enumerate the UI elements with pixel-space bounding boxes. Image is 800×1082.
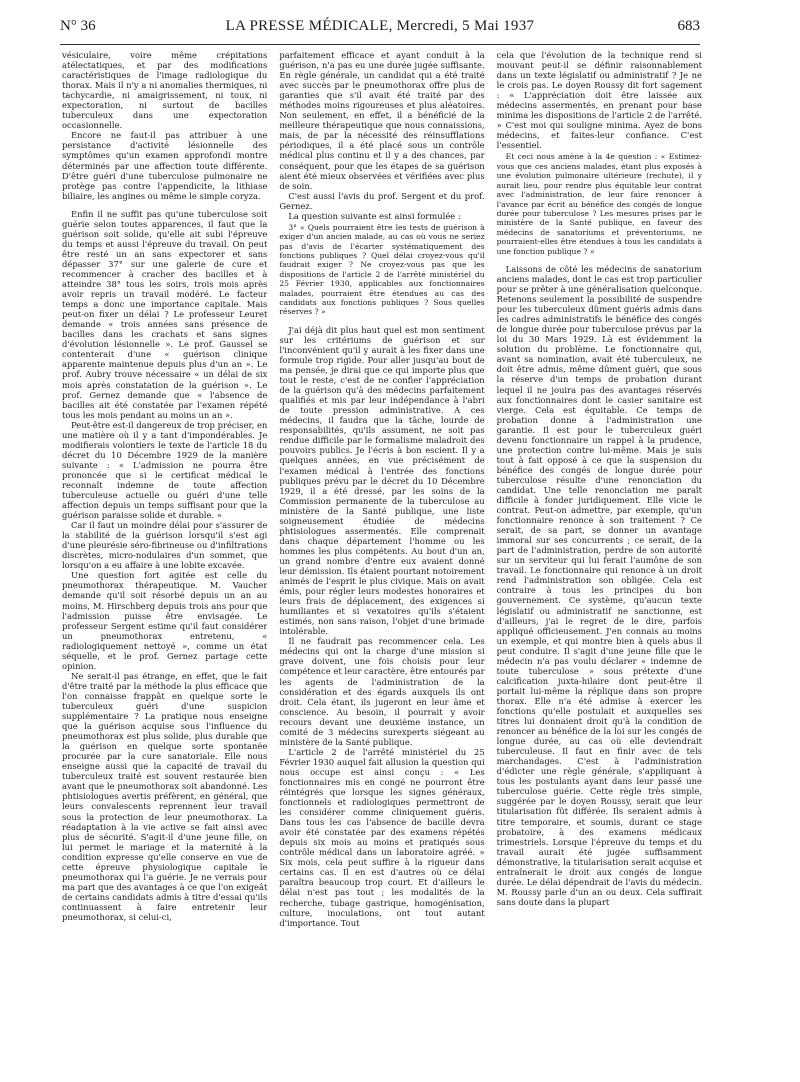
column-3: [497, 50, 702, 1070]
paragraph: Et ceci nous amène à la 4e question : « Estimez-vous que ces anciens malades, étant plus exposés à une évolution pulmonaire ultérieure (rechute), il y aurait lieu, pour rendre plus équitable leur contrat avec l'administration, de leur faire renoncer à l'avance par écrit au bénéfice des congés de longue durée pour tuberculose ? Les mesures prises par le ministère de la Santé publique, en faveur des médecins de sanatoriums et préventoriums, ne pourraient-elles être étendues à tous les candidats à une fonction publique ? »: [496, 152, 702, 256]
paragraph: Une question fort agitée est celle du pneumothorax thérapeutique. M. Vaucher demande qu'il soit résorbé depuis un an au moins, M. Hirschberg depuis trois ans pour que l'admission puisse être envisagée. Le professeur Sergent estime qu'il faut considérer un pneumothorax entretenu, « radiologiquement nettoyé », comme un état séquelle, et le prof. Gernez partage cette opinion.: [62, 570, 268, 671]
publication-title: LA PRESSE MÉDICALE, Mercredi, 5 Mai 1937: [225, 18, 535, 34]
paragraph: La question suivante est ainsi formulée :: [288, 210, 461, 221]
column-1: [62, 50, 267, 1070]
paragraph: J'ai déjà dit plus haut quel est mon sentiment sur les critériums de guérison et sur l'inconvénient qu'il y aurait à les fixer dans une formule trop rigide. Pour aller jusqu'au bout de ma pensée, je dirai que ce qui importe plus que tout le reste, c'est de ne confier l'appréciation de la guérison qu'à des médecins parfaitement qualifiés et mis par leur indépendance à l'abri de toute pression administrative. A ces médecins, il faudra que la tâche, lourde de responsabilités, qu'ils assument, ne soit pas rendue difficile par le formalisme maladroit des pouvoirs publics. Je l'écris à bon escient. Il y a quelques années, en vue précisément de l'examen médical à l'entrée des fonctions publiques prévu par le décret du 10 Décembre 1929, il a été dressé, par les soins de la Commission permanente de la tuberculose au ministère de la Santé publique, une liste soigneusement étudiée de médecins phtisiologues assermentés. Elle comprenait dans chaque département l'homme ou les hommes les plus compétents. Au bout d'un an, un grand nombre d'entre eux avaient donné leur démission. Ils étaient pourtant notoirement animés de l'esprit le plus civique. Mais on avait émis, pour régler leurs modestes honoraires et leurs frais de déplacement, des exigences si humiliantes et si vexatoires qu'ils s'étaient estimés, non sans raison, l'objet d'une brimade intolérable.: [279, 324, 485, 637]
paragraph: L'article 2 de l'arrêté ministériel du 25 Février 1930 auquel fait allusion la question qui nous occupe est ainsi conçu : « Les fonctionnaires mis en congé ne pourront être réintégrés que lorsque les signes généraux, fonctionnels et radiologiques permettront de les considérer comme cliniquement guéris. Dans tous les cas l'absence de bacille devra avoir été constatée par des examens répétés depuis six mois au moins et pratiqués sous contrôle médical dans un laboratoire agréé. » Six mois, cela peut suffire à la rigueur dans certains cas. Il en est d'autres où ce délai paraîtra beaucoup trop court. Et d'ailleurs le délai n'est pas tout ; les modalités de la recherche, tubage gastrique, homogénisation, culture, inoculations, ont tout autant d'importance. Tout: [279, 746, 485, 928]
page-header: [60, 18, 700, 44]
issue-number: N° 36: [60, 18, 96, 34]
paragraph: parfaitement efficace et ayant conduit à la guérison, n'a pas eu une durée jugée suffisante. En règle générale, un candidat qui a été traité avec succès par le pneumothorax offre plus de garanties que s'il avait été traité par des méthodes moins rigoureuses et plus aléatoires. Non seulement, en effet, il a bénéficié de la meilleure thérapeutique que nous connaissions, mais, de par la nécessité des réinsufflations périodiques, il a été placé sous un contrôle médical plus continu et il y a des chances, par conséquent, pour que les étapes de sa guérison aient été mieux observées et vérifiées avec plus de soin.: [279, 50, 485, 191]
paragraph: Encore ne faut-il pas attribuer à une persistance d'activité lésionnelle des symptômes qu'un examen approfondi montre déterminés par une affection toute différente. D'être guéri d'une tuberculose pulmonaire ne protège pas contre l'appendicite, la lithiase biliaire, les angines ou même le simple coryza.: [62, 130, 268, 201]
paragraph: Il ne faudrait pas recommencer cela. Les médecins qui ont la charge d'une mission si grave doivent, une fois choisis pour leur compétence et leur caractère, être entourés par les agents de l'administration de la considération et des égards auxquels ils ont droit. Cela étant, ils jugeront en leur âme et conscience. Au besoin, il pourrait y avoir recours devant une deuxième instance, un comité de 3 médecins surexperts siégeant au ministère de la Santé publique.: [279, 636, 485, 747]
paragraph: cela que l'évolution de la technique rend si mouvant peut-il se définir raisonnablement dans un texte législatif ou administratif ? Je ne le crois pas. Le doyen Roussy dit fort sagement : « L'appréciation doit être laissée aux médecins assermentés, en prenant pour base minima les dispositions de l'article 2 de l'arrêté. » C'est moi qui souligne minima. Ayez de bons médecins, et faites-leur confiance. C'est l'essentiel.: [496, 50, 702, 151]
paragraph: Enfin il ne suffit pas qu'une tuberculose soit guérie selon toutes apparences, il faut que la guérison soit solide, qu'elle ait subi l'épreuve du temps et aussi l'épreuve du travail. On peut être resté un an sans expectorer et sans dépasser 37° sur une galerie de cure et recommencer à cracher des bacilles et à atteindre 38° tous les soirs, trois mois après avoir repris un travail modéré. Le facteur temps a donc une importance capitale. Mais peut-on fixer un délai ? Le professeur Leuret demande « trois années sans présence de bacilles dans les crachats et sans signes d'évolution lésionnelle ». Le prof. Gaussel se contenterait d'une « guérison clinique apparente maintenue depuis plus d'un an ». Le prof. Aubry trouve nécessaire « un délai de six mois après constatation de la guérison ». Le prof. Gernez demande que « l'absence de bacilles ait été constatée par l'examen répété tous les mois pendant au moins un an ».: [62, 208, 268, 420]
header-rule: [60, 44, 700, 45]
paragraph: C'est aussi l'avis du prof. Sergent et du prof. Gernez.: [279, 190, 485, 211]
paragraph: 3° « Quels pourraient être les tests de guérison à exiger d'un ancien malade, au cas où vous ne seriez pas d'avis de l'écarter systématiquement des fonctions publiques ? Quel délai croyez-vous qu'il faudrait exiger ? Ne croyez-vous pas que les dispositions de l'article 2 de l'arrêté ministériel du 25 Février 1930, applicables aux fonctionnaires malades, pourraient être étendues au cas des candidats aux fonctions publiques ? Sous quelles réserves ? »: [279, 222, 485, 317]
paragraph: Ne serait-il pas étrange, en effet, que le fait d'être traité par la méthode la plus efficace que l'on connaisse frappât en quelque sorte le tuberculeux guéri d'une suspicion supplémentaire ? La pratique nous enseigne que la guérison acquise sous l'influence du pneumothorax est plus solide, plus durable que la guérison en quelque sorte spontanée procurée par la cure sanatoriale. Elle nous enseigne aussi que la capacité de travail du tuberculeux traité est souvent restaurée bien avant que le pneumothorax soit abandonné. Les phtisiologues avertis préfèrent, en général, que leurs convalescents reprennent leur travail sous la protection de leur pneumothorax. La réadaptation à la vie active se fait ainsi avec plus de sécurité. S'agit-il d'une jeune fille, on lui permet le mariage et la maternité à la condition expresse qu'elle conserve en vue de cette épreuve physiologique capitale le pneumothorax qui l'a guérie. Je ne verrais pour ma part que des avantages à ce que l'on exigeât de certains candidats admis à titre d'essai qu'ils continuassent à faire entretenir leur pneumothorax, si celui-ci,: [62, 670, 268, 922]
paragraph: vésiculaire, voire même crépitations atélectatiques, et par des modifications caractéristiques de l'image radiologique du thorax. Mais il n'y a ni anomalies thermiques, ni tachycardie, ni amaigrissement, ni toux, ni expectoration, ni surtout de bacilles tuberculeux dans une expectoration occasionnelle.: [62, 50, 268, 131]
paragraph: Peut-être est-il dangereux de trop préciser, en une matière où il y a tant d'impondérables. Je modifierais volontiers le texte de l'article 18 du décret du 10 Décembre 1929 de la manière suivante : « L'admission ne pourra être prononcée que si le certificat médical le reconnaît indemne de toute affection tuberculeuse actuelle ou guéri d'une telle affection depuis un temps suffisant pour que la guérison paraisse solide et durable. »: [62, 419, 268, 521]
text-columns: [62, 50, 702, 1070]
paragraph: Car il faut un moindre délai pour s'assurer de la stabilité de la guérison lorsqu'il s'est agi d'une pleurésie séro-fibrineuse ou d'infiltrations discrètes, micro-nodulaires d'un sommet, que lorsqu'on a eu affaire à une lobite excavée.: [62, 520, 268, 571]
column-2: [279, 50, 484, 1070]
paragraph: Laissons de côté les médecins de sanatorium anciens malades, dont le cas est trop particulier pour se prêter à une généralisation quelconque. Retenons seulement la possibilité de suspendre pour les tuberculeux dûment guéris admis dans les cadres administratifs le bénéfice des congés de longue durée pour tuberculose prévus par la loi du 30 Mars 1929. Là est évidemment la solution du problème. Le fonctionnaire qui, avant sa nomination, avait été tuberculeux, ne doit être admis, même dûment guéri, que sous la réserve d'un temps de probation durant lequel il ne jouira pas des avantages réservés aux fonctionnaires dont le casier sanitaire est vierge. Cela est équitable. Ce temps de probation donne à l'administration une garantie. Il est pour le tuberculeux guéri devenu fonctionnaire un rappel à la prudence, une protection contre lui-même. Mais je suis tout à fait opposé à ce que la suspension du bénéfice des congés de longue durée pour tuberculose résulte d'une renonciation du candidat. Une telle renonciation me paraît difficile à fonder juridiquement. Elle vicie le contrat. Peut-on admettre, par exemple, qu'un fonctionnaire renonce à son traitement ? Ce serait, de sa part, se donner un avantage immoral sur ses concurrents ; ce serait, de la part de l'administration, perdre de son autorité sur un serviteur qui lui ferait l'aumône de son travail. Le fonctionnaire qui renonce à un droit rend l'administration son obligée. Cela est contraire à tous les principes du bon gouvernement. Ce système, qu'aucun texte législatif ou administratif ne sanctionne, est d'ailleurs, j'ai le regret de le dire, parfois appliqué officieusement. J'en connais au moins un exemple, et qui montre bien à quels abus il peut conduire. Il s'agit d'une jeune fille que le médecin n'a pas voulu déclarer « indemne de toute tuberculose » sous prétexte d'une calcification juxta-hilaire dont peut-être il portait lui-même la réplique dans son propre thorax. Elle n'a été admise à exercer les fonctions qu'elle postulait et auxquelles ses titres lui donnaient droit qu'à la condition de renoncer au bénéfice de la loi sur les congés de longue durée, au cas où elle deviendrait tuberculeuse. Il faut en finir avec de tels marchandages. C'est à l'administration d'édicter une règle générale, s'appliquant à tous les postulants ayant dans leur passé une tuberculose guérie. Cette règle très simple, suggérée par le doyen Roussy, serait que leur titularisation fût différée. Ils seraient admis à titre temporaire, et soumis, durant ce stage probatoire, à des examens médicaux trimestriels. Lorsque l'épreuve du temps et du travail aurait été jugée suffisamment démonstrative, la titularisation serait acquise et entraînerait le droit aux congés de longue durée. Le délai dépendrait de l'avis du médecin. M. Roussy parle d'un an ou deux. Cela suffirait sans doute dans la plupart: [496, 263, 702, 907]
page-number: 683: [677, 18, 700, 34]
